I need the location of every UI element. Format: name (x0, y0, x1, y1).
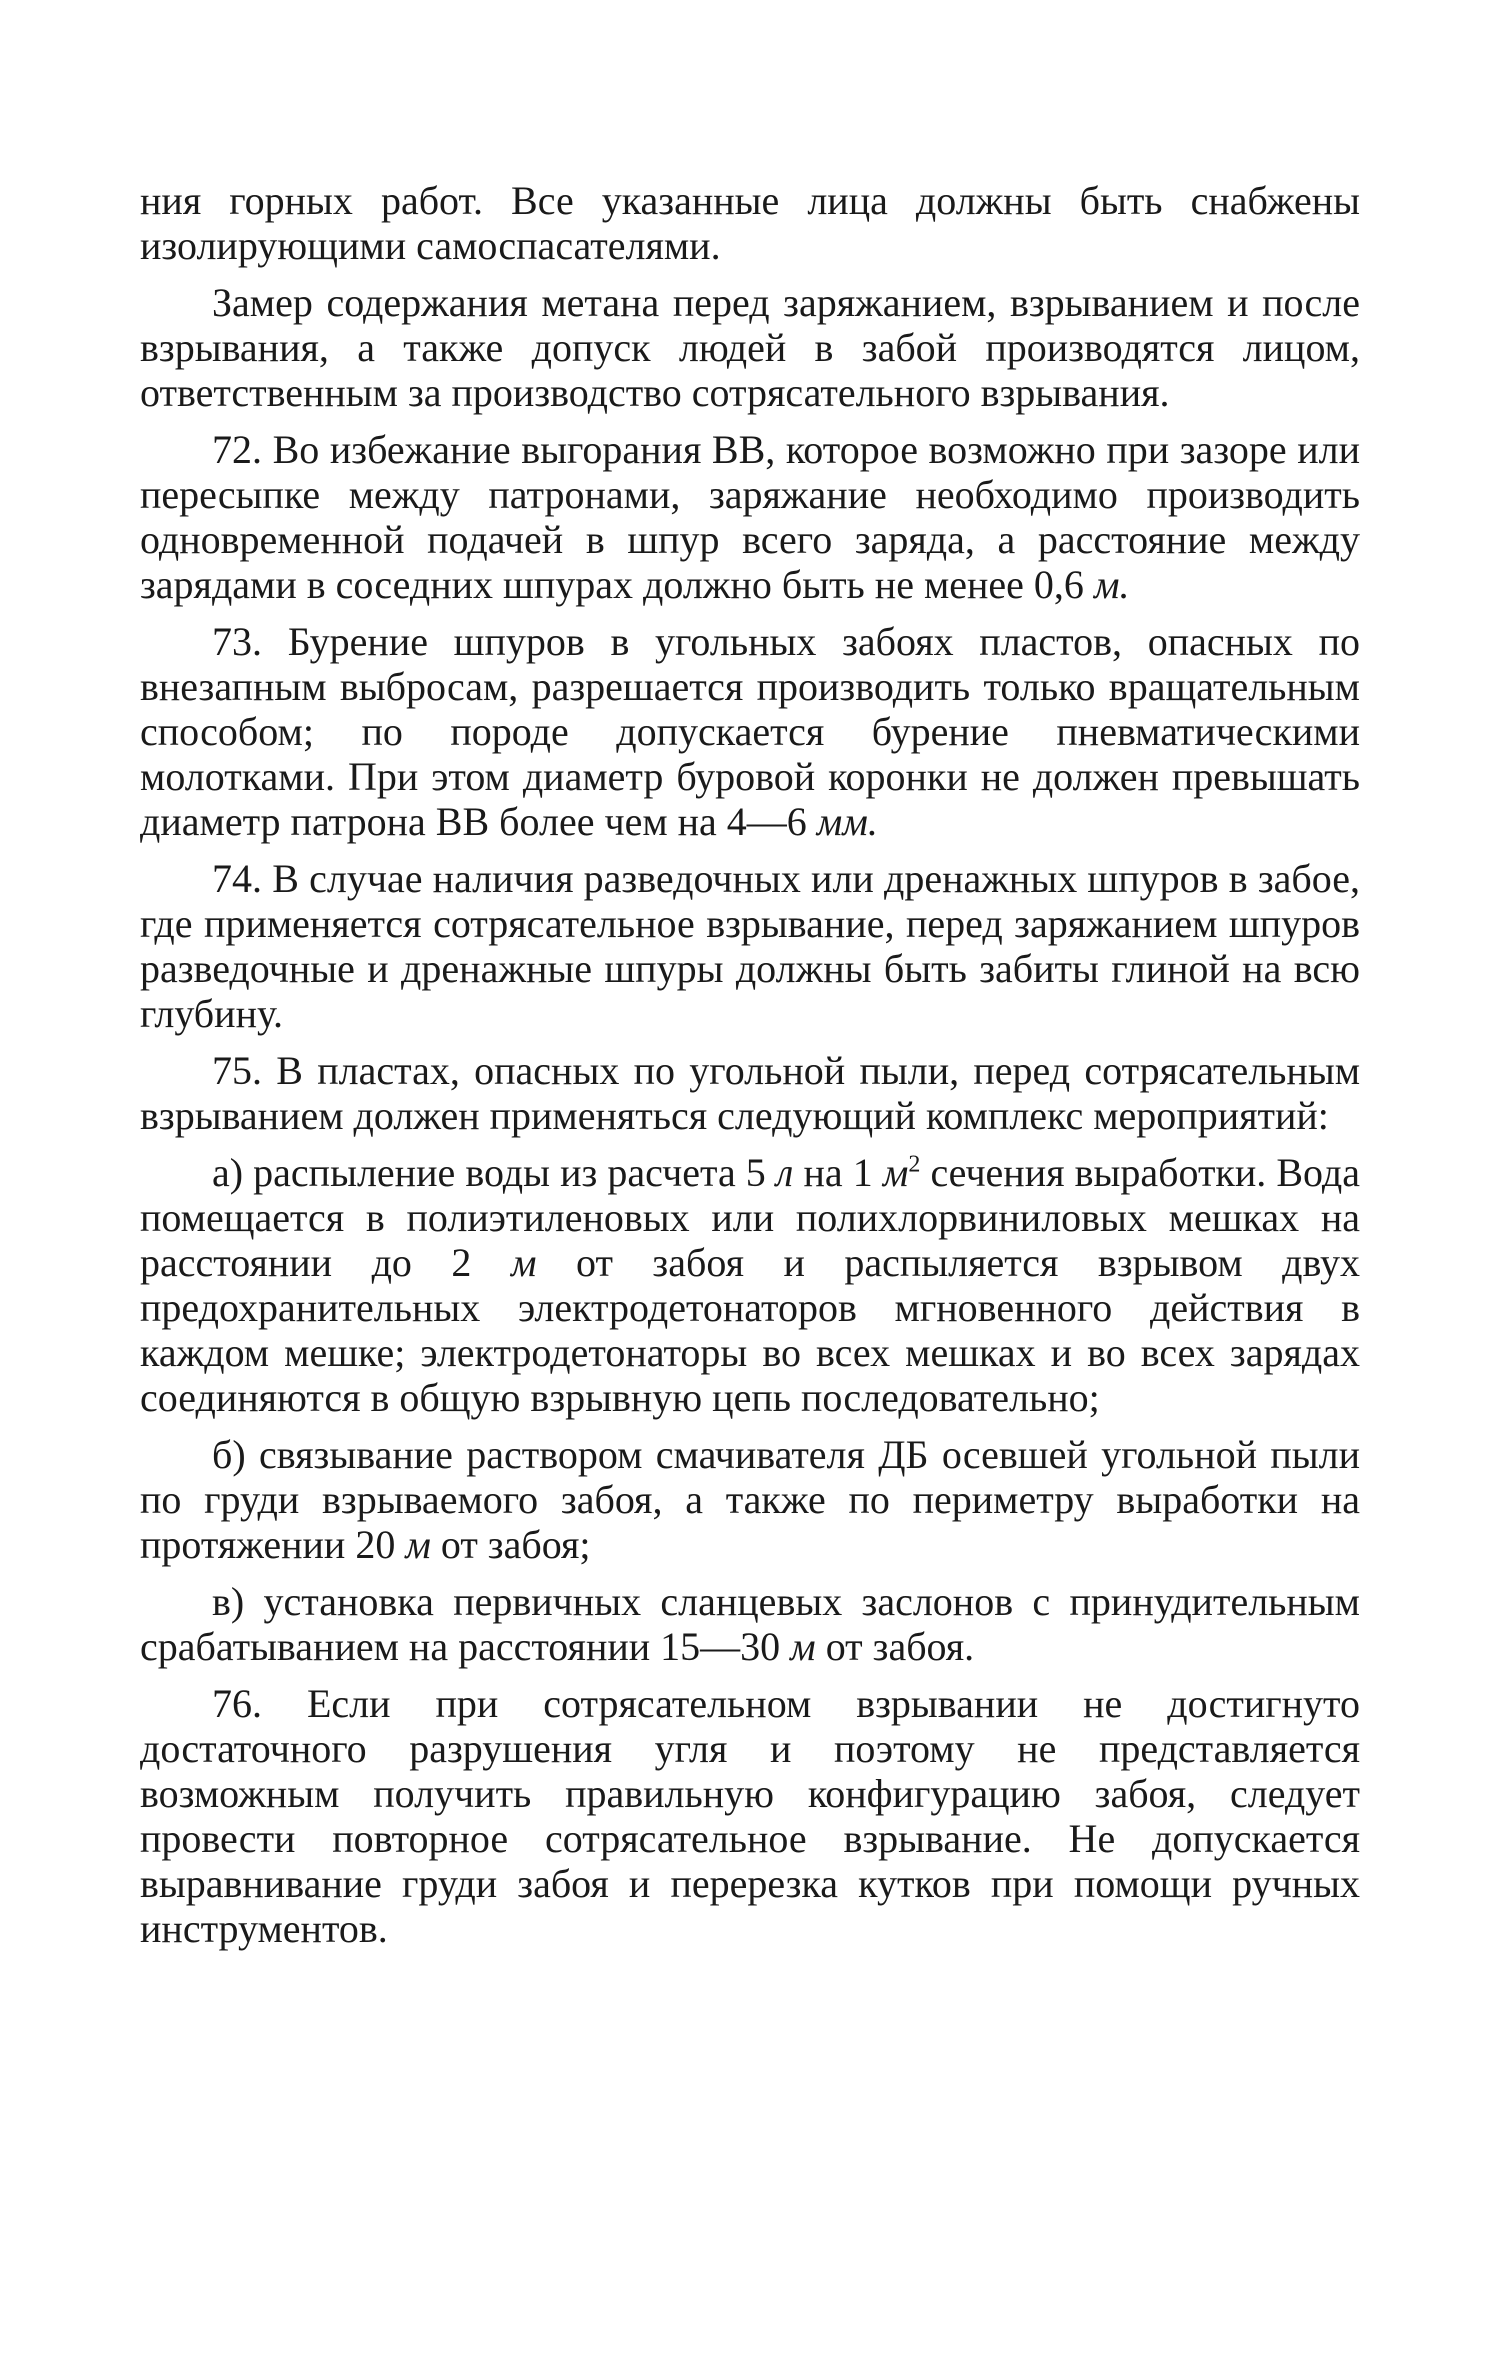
paragraph-75-b-seg1: б) связывание раствором смачивателя ДБ осевшей угольной пыли по груди взрываемого забоя, а также по периметру выработки на протяжении 20 (140, 1432, 1360, 1567)
paragraph-72-text: 72. Во избежание выгорания ВВ, которое возможно при зазоре или пересыпке между патронами, заряжание необходимо производить одновременной подачей в шпур всего заряда, а расстояние между зарядами в соседних шпурах должно быть не менее 0,6 (140, 427, 1360, 607)
paragraph-76: 76. Если при сотрясательном взрывании не достигнуто достаточного разрушения угля и поэтому не представляется возможным получить правильную конфигурацию забоя, следует провести повторное сотрясательное взрывание. Не допускается выравнивание груди забоя и перерезка кутков при помощи ручных инструментов. (140, 1681, 1360, 1951)
paragraph-74: 74. В случае наличия разведочных или дренажных шпуров в забое, где применяется сотрясательное взрывание, перед заряжанием шпуров разведочные и дренажные шпуры должны быть забиты глиной на всю глубину. (140, 856, 1360, 1036)
paragraph-75-a-unit3: м (510, 1240, 537, 1285)
paragraph-75-c (140, 1579, 1360, 1669)
paragraph-73-unit: мм. (816, 799, 878, 844)
document-page (140, 178, 1360, 1963)
paragraph-72 (140, 427, 1360, 607)
paragraph-75: 75. В пластах, опасных по угольной пыли, перед сотрясательным взрыванием должен применяться следующий комплекс мероприятий: (140, 1048, 1360, 1138)
paragraph-75-c-unit1: м (790, 1624, 816, 1669)
paragraph-75-b (140, 1432, 1360, 1567)
paragraph-72-unit: м. (1093, 562, 1130, 607)
paragraph-75-a-seg1: а) распыление воды из расчета 5 (212, 1150, 776, 1195)
paragraph-75-a-seg3: сечения выработки. Вода помещается в полиэтиленовых или полихлорвиниловых мешках на расстоянии до 2 (140, 1150, 1360, 1285)
paragraph-methane-measurement: Замер содержания метана перед заряжанием, взрыванием и после взрывания, а также допуск людей в забой производятся лицом, ответственным за производство сотрясательного взрывания. (140, 280, 1360, 415)
paragraph-75-a-seg2: на 1 (793, 1150, 883, 1195)
paragraph-75-a-unit1: л (775, 1150, 794, 1195)
paragraph-75-a (140, 1150, 1360, 1420)
paragraph-75-a-seg4: от забоя и распыляется взрывом двух предохранительных электродетонаторов мгновенного действия в каждом мешке; электродетонаторы во всех мешках и во всех зарядах соединяются в общую взрывную цепь последовательно; (140, 1240, 1361, 1420)
paragraph-75-b-seg2: от забоя; (430, 1522, 591, 1567)
paragraph-75-a-superscript: 2 (908, 1151, 921, 1178)
paragraph-75-b-unit1: м (405, 1522, 431, 1567)
paragraph-73-text: 73. Бурение шпуров в угольных забоях пластов, опасных по внезапным выбросам, разрешается производить только вращательным способом; по породе допускается бурение пневматическими молотками. При этом диаметр буровой коронки не должен превышать диаметр патрона ВВ более чем на 4—6 (140, 619, 1360, 844)
paragraph-75-c-seg2: от забоя. (815, 1624, 975, 1669)
paragraph-continuation: ния горных работ. Все указанные лица должны быть снабжены изолирующими самоспасателями. (140, 178, 1360, 268)
paragraph-75-c-seg1: в) установка первичных сланцевых заслонов с принудительным срабатыванием на расстоянии 15—30 (140, 1579, 1360, 1669)
paragraph-75-a-unit2: м (882, 1150, 909, 1195)
paragraph-73 (140, 619, 1360, 844)
